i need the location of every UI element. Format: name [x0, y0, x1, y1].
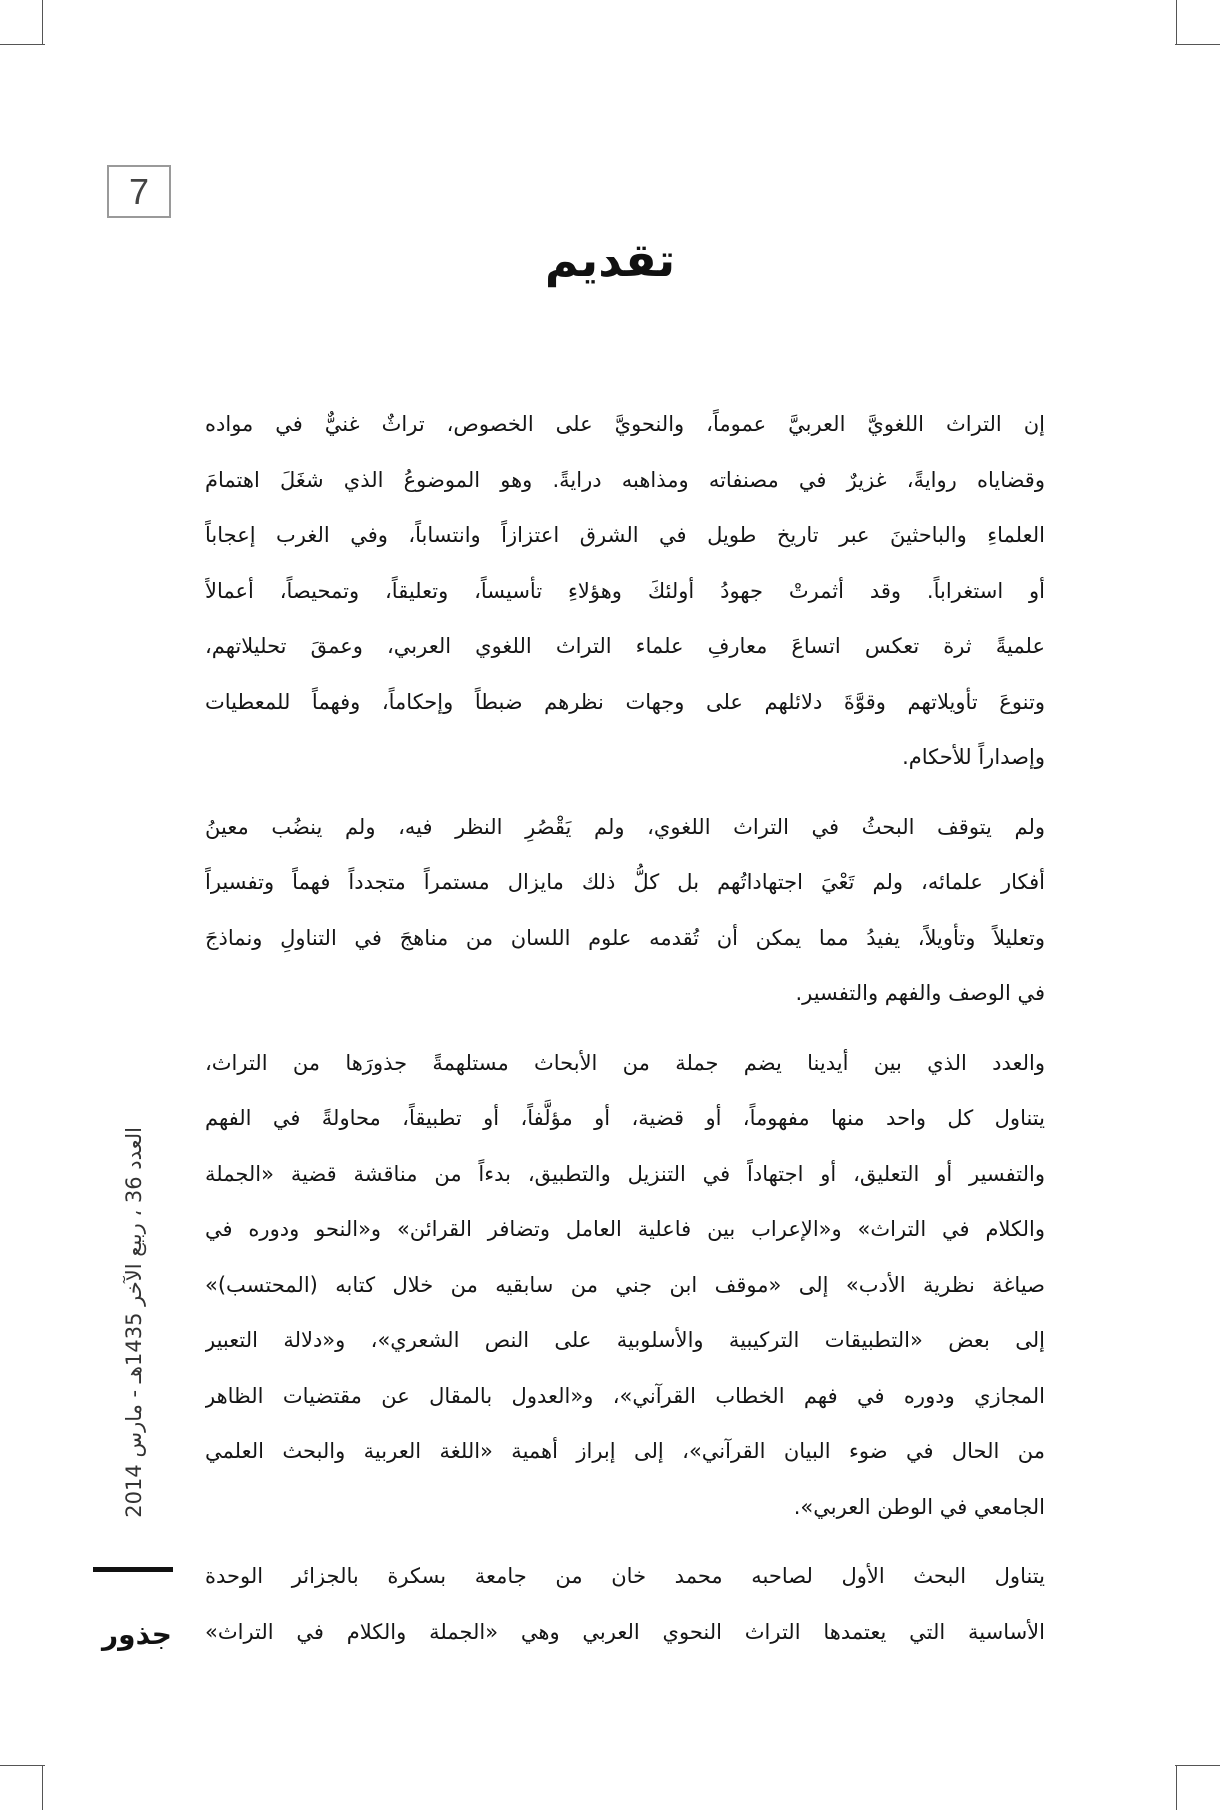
text-line: وإصداراً للأحكام.	[902, 745, 1045, 769]
text-line: في الوصف والفهم والتفسير.	[795, 981, 1045, 1005]
paragraph-2	[205, 800, 1045, 1022]
crop-mark-top-left	[42, 0, 43, 45]
page-number-text: 7	[128, 170, 150, 212]
text-line: يتناول كل واحد منها مفهوماً، أو قضية، أو مؤلَّفاً، أو تطبيقاً، محاولةً في الفهم	[205, 1106, 1045, 1130]
crop-mark-top-right	[1176, 0, 1177, 45]
text-line: ولم يتوقف البحثُ في التراث اللغوي، ولم يَقْصُرِ النظر فيه، ولم ينضُب معينُ	[205, 814, 1045, 839]
journal-logo: جذور	[102, 1618, 172, 1651]
text-line: يتناول البحث الأول لصاحبه محمد خان من جامعة بسكرة بالجزائر الوحدة	[205, 1564, 1045, 1588]
crop-mark-right-top	[1175, 44, 1220, 45]
crop-mark-right-bottom	[1175, 1765, 1220, 1766]
text-line: المجازي ودوره في فهم الخطاب القرآني»، و«العدول بالمقال عن مقتضيات الظاهر	[205, 1383, 1045, 1408]
text-line: وتنوعَ تأويلاتهم وقوَّةَ دلائلهم على وجهات نظرهم ضبطاً وإحكاماً، وفهماً للمعطيات	[205, 689, 1045, 714]
crop-mark-left-bottom	[0, 1765, 45, 1766]
paragraph-1	[205, 397, 1045, 786]
text-line: العلماءِ والباحثينَ عبر تاريخ طويل في الشرق اعتزازاً وانتساباً، وفي الغرب إعجاباً	[205, 523, 1045, 547]
crop-mark-left-top	[0, 44, 45, 45]
text-line: صياغة نظرية الأدب» إلى «موقف ابن جني من سابقيه من خلال كتابه (المحتسب)»	[205, 1272, 1045, 1297]
text-line: الأساسية التي يعتمدها التراث النحوي العربي وهي «الجملة والكلام في التراث»	[205, 1619, 1045, 1644]
issue-info: العدد 36 ، ربيع الآخر 1435هـ - مارس 2014	[122, 1127, 146, 1518]
page-number	[107, 165, 171, 218]
text-line: والكلام في التراث» و«الإعراب بين فاعلية العامل وتضافر القرائن» و«النحو ودوره في	[205, 1217, 1045, 1241]
issue-info-divider	[93, 1567, 173, 1572]
article-body	[205, 397, 1045, 1660]
crop-mark-bottom-left	[42, 1765, 43, 1810]
text-line: إن التراث اللغويَّ العربيَّ عموماً، والنحويَّ على الخصوص، تراثٌ غنيٌّ في مواده	[205, 412, 1045, 436]
page-title: تقديم	[544, 233, 676, 287]
text-line: وقضاياه روايةً، غزيرٌ في مصنفاته ومذاهبه درايةً. وهو الموضوعُ الذي شغَلَ اهتمامَ	[205, 467, 1045, 492]
paragraph-4	[205, 1549, 1045, 1660]
crop-mark-bottom-right	[1176, 1765, 1177, 1810]
text-line: أو استغراباً. وقد أثمرتْ جهودُ أولئكَ وهؤلاءِ تأسيساً، وتعليقاً، وتمحيصاً، أعمالاً	[205, 578, 1045, 603]
text-line: إلى بعض «التطبيقات التركيبية والأسلوبية على النص الشعري»، و«دلالة التعبير	[205, 1328, 1045, 1352]
text-line: من الحال في ضوء البيان القرآني»، إلى إبراز أهمية «اللغة العربية والبحث العلمي	[205, 1439, 1045, 1463]
text-line: وتعليلاً وتأويلاً، يفيدُ مما يمكن أن تُقدمه علوم اللسان من مناهجَ في التناولِ ونماذجَ	[205, 925, 1045, 950]
text-line: والعدد الذي بين أيدينا يضم جملة من الأبحاث مستلهمةً جذورَها من التراث،	[205, 1050, 1045, 1075]
paragraph-3	[205, 1036, 1045, 1536]
text-line: أفكار علمائه، ولم تَعْيَ اجتهاداتُهم بل كلُّ ذلك مايزال مستمراً متجدداً فهماً وتفسيراً	[205, 870, 1045, 894]
text-line: الجامعي في الوطن العربي».	[793, 1494, 1045, 1519]
text-line: والتفسير أو التعليق، أو اجتهاداً في التنزيل والتطبيق، بدءاً من مناقشة قضية «الجملة	[205, 1161, 1045, 1186]
text-line: علميةً ثرة تعكس اتساعَ معارفِ علماء التراث اللغوي العربي، وعمقَ تحليلاتهم،	[205, 634, 1045, 658]
